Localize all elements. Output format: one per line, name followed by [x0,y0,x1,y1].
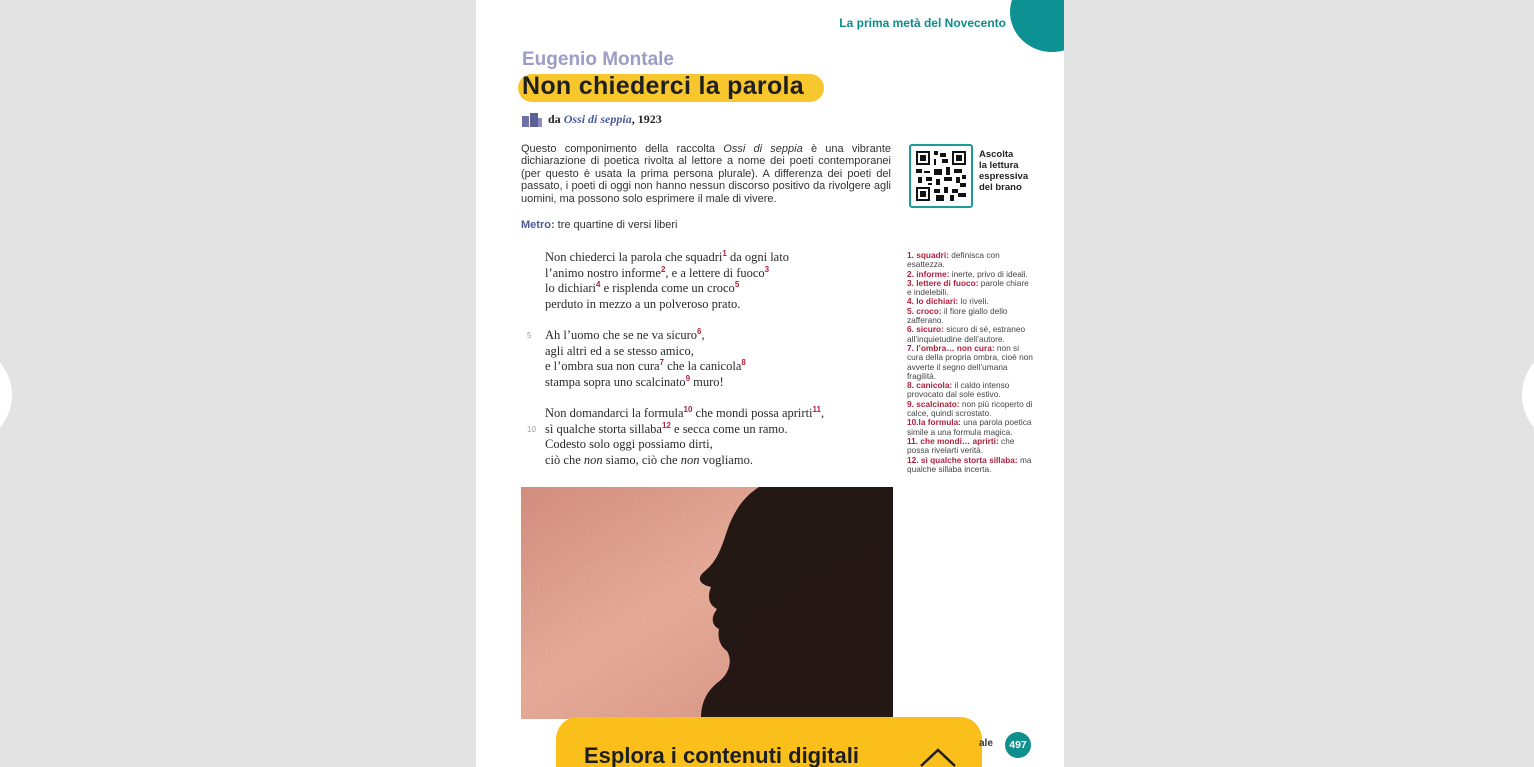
verse-9: Non domandarci la formula$^{10}$ che mondi possa aprirti$^{11}$, [545,404,825,420]
footnote-term: 3. lettere di fuoco: [907,277,979,288]
book-icon [522,113,542,127]
source-title: Ossi di seppia [563,112,632,126]
footnote-text: lo riveli. [958,296,989,307]
line-number: 5 [527,331,532,340]
corner-tab [1010,0,1064,52]
source-text [548,112,662,127]
note-ref: 7 [659,357,664,367]
book-page [476,0,1064,767]
audio-label-line2: la lettura [979,160,1019,171]
footnote-8 [907,381,1033,400]
footnote-text: una parola poetica simile a una formula magica. [907,417,1032,437]
footnote-10 [907,418,1033,437]
previous-page-button[interactable] [0,345,12,445]
footnote-term: 12. sì qualche storta sillaba: [907,454,1018,465]
note-ref: 12 [661,420,671,430]
footnote-text: non più ricoperto di calce, quindi scrostato. [907,398,1033,419]
page-number: 497 [1005,732,1031,758]
footnote-text: ma qualche sillaba incerta. [907,454,1032,474]
footnote-text: non si cura della propria ombra, cioè non avverte il segno dell’umana fragilità. [907,342,1033,381]
footnote-text: il caldo intenso provocato dal sole estivo. [907,380,1010,400]
metro-label: Metro: [521,219,555,231]
note-ref: 4 [596,279,601,289]
source-year: , 1923 [631,112,662,126]
footnote-term: 7. l’ombra… non cura: [907,342,995,353]
metro-line [521,219,678,231]
note-ref: 6 [697,326,702,336]
chevron-up-icon [918,746,958,767]
footnote-term: 2. informe: [907,268,950,279]
metro-text: tre quartine di versi liberi [554,219,678,231]
footer-text: ale [979,738,993,749]
line-number: 10 [527,424,536,434]
footnote-term: 6. sicuro: [907,324,944,335]
verse-6: agli altri ed a se stesso amico, [545,343,694,358]
note-ref: 5 [734,279,740,289]
verse-11: Codesto solo oggi possiamo dirti, [545,437,713,451]
poem-text [527,248,885,468]
note-ref: 10 [683,404,693,414]
note-ref: 2 [660,264,666,274]
footnote-6 [907,325,1033,344]
verse-4: perduto in mezzo a un polveroso prato. [545,296,741,311]
intro-text-italic: Ossi di seppia [723,143,803,155]
audio-label-line3: espressiva [979,171,1029,182]
shadow-profile-photo [521,487,893,719]
intro-paragraph [521,143,891,205]
footnote-text: sicuro di sé, estraneo all’inquietudine dell’autore. [907,324,1026,344]
footnote-term: 11. che mondi… aprirti: [907,435,999,446]
footnote-text: parole chiare e indelebili. [907,277,1029,298]
note-ref: 1 [722,248,727,258]
qr-code[interactable] [909,144,973,208]
footnote-7 [907,344,1033,381]
footnote-11 [907,437,1033,456]
next-page-button[interactable] [1522,345,1534,445]
footnote-1 [907,251,1033,270]
verse-10: 10 sì qualche storta sillaba$^{12}$ e secca come un ramo. [527,420,788,436]
source-prefix: da [548,112,561,126]
poem-title: Non chiederci la parola [522,72,804,100]
verse-1: Non chiederci la parola che squadri$^1$ da ogni lato [545,248,789,264]
intro-text-1: Questo componimento della raccolta [521,143,724,155]
footnote-term: 1. squadri: [907,250,949,260]
footnote-12 [907,456,1033,475]
author-name: Eugenio Montale [522,49,674,70]
footnote-text: che possa rivelarti verità. [907,435,1015,456]
footnote-term: 9. scalcinato: [907,398,960,409]
footnote-9 [907,400,1033,419]
verse-2: l’animo nostro informe$^2$, e a lettere di fuoco$^3$ [545,264,770,280]
explore-digital-content-button[interactable] [556,717,982,767]
note-ref: 9 [685,373,691,383]
explore-label: Esplora i contenuti digitali [584,743,860,767]
footnote-term: 4. lo dichiari: [907,296,959,307]
running-head: La prima metà del Novecento [839,16,1006,30]
footnote-term: 5. croco: [907,305,942,316]
footnote-text: il fiore giallo dello zafferano. [907,305,1008,326]
note-ref: 8 [741,357,746,367]
note-ref: 11 [812,404,821,414]
audio-label-line4: del brano [979,182,1022,193]
intro-text-2: è una vibrante dichiarazione di poetica rivolta al lettore a nome dei poeti contemporanei (per questo è usata la prima persona plurale). A differenza dei poeti del passato, i poeti di oggi non hanno nessun discorso positivo da rivolgere agli uomini, ma possono solo esprimere il male di vivere. [521,143,891,205]
footnotes [907,251,1033,474]
verse-3: lo dichiari$^4$ e risplenda come un croco$^5$ [545,279,740,295]
verse-8: stampa sopra uno scalcinato$^9$ muro! [545,373,724,389]
footnote-text: inerte, privo di ideali. [949,268,1028,279]
verse-5: 5 Ah l’uomo che se ne va sicuro$^6$, [527,326,705,342]
note-ref: 3 [764,264,770,274]
footnote-term: 8. canicola: [907,380,953,391]
footnote-term: 10.la formula: [907,417,961,428]
qr-code-icon [916,151,966,201]
audio-label-line1: Ascolta [979,149,1014,160]
verse-7: e l’ombra sua non cura$^7$ che la canicola$^8$ [545,357,746,373]
footnote-3 [907,279,1033,298]
verse-12: ciò che non siamo, ciò che non vogliamo. [545,452,753,467]
footnote-5 [907,307,1033,326]
footnote-text: definisca con esattezza. [907,250,1000,270]
audio-label [979,149,1049,193]
